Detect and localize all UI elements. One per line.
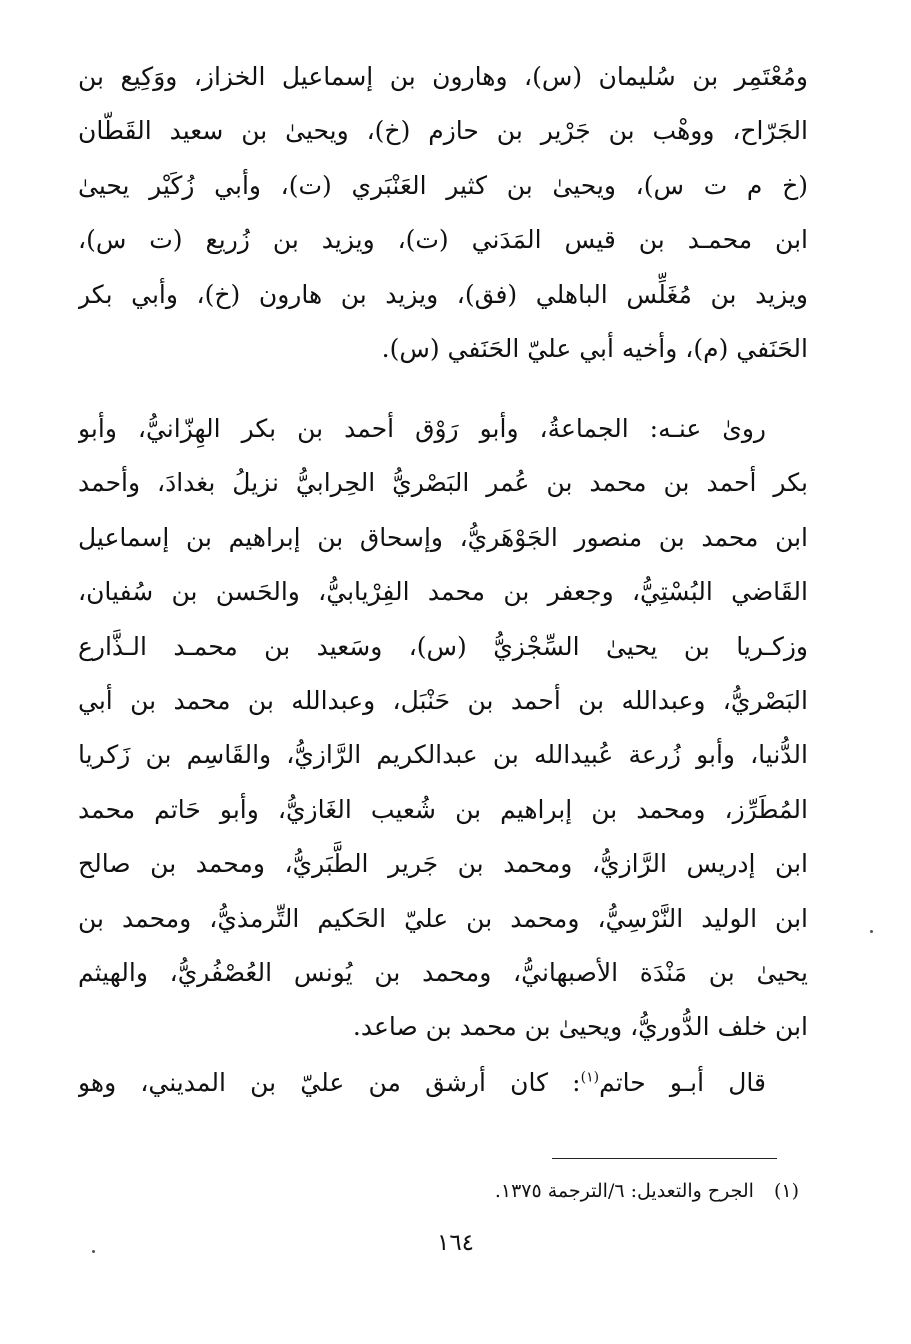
- text-line: بكر أحمد بن محمد بن عُمر البَصْريُّ الحِرابيُّ نزيلُ بغدادَ، وأحمد: [78, 468, 808, 498]
- text-line: (خ م ت س)، ويحيىٰ بن كثير العَنْبَري (ت)، وأبي زُكَيْر يحيىٰ: [78, 170, 808, 200]
- footnote-marker[interactable]: (١): [580, 1069, 600, 1086]
- paragraph-teachers-list: [78, 50, 808, 376]
- scan-speck: [92, 1250, 95, 1253]
- footnote-number: (١): [773, 1180, 799, 1202]
- text-line: وزكـريا بن يحيىٰ السِّجْزيُّ (س)، وسَعيد بن محمـد الـذَّارع: [78, 631, 808, 661]
- quote-text: : كان أرشق من عليّ بن المديني، وهو: [78, 1068, 581, 1097]
- text-line: القَاضي البُسْتِيُّ، وجعفر بن محمد الفِرْيابيُّ، والحَسن بن سُفيان،: [78, 577, 808, 607]
- text-line: [78, 1056, 808, 1110]
- paragraph-students-list: [78, 402, 808, 1055]
- text-line: المُطَرِّز، ومحمد بن إبراهيم بن شُعيب الغَازيُّ، وأبو حَاتم محمد: [78, 794, 808, 824]
- text-line: رویٰ عنـه: الجماعةُ، وأبو رَوْق أحمد بن بكر الهِزّانيُّ، وأبو: [78, 414, 766, 443]
- scan-speck: [870, 930, 873, 933]
- footnote-separator: [552, 1158, 777, 1159]
- text-line: ابن خلف الدُّوريُّ، ويحيىٰ بن محمد بن صاعد.: [352, 1012, 808, 1042]
- text-line: الحَنَفي (م)، وأخيه أبي عليّ الحَنَفي (س).: [381, 333, 808, 363]
- text-line: ويزيد بن مُغَلِّس الباهلي (فق)، ويزيد بن هارون (خ)، وأبي بكر: [78, 279, 808, 309]
- text-line: يحيىٰ بن مَنْدَة الأصبهانيُّ، ومحمد بن يُونس العُصْفُريُّ، والهيثم: [78, 957, 808, 987]
- text-line: ابن الوليد النَّرْسِيُّ، ومحمد بن عليّ الحَكيم التِّرمذيُّ، ومحمد بن: [78, 903, 808, 933]
- text-line: ابن إدريس الرَّازيُّ، ومحمد بن جَرير الطَّبَريُّ، ومحمد بن صالح: [78, 849, 808, 879]
- text-line: ومُعْتَمِر بن سُليمان (س)، وهارون بن إسماعيل الخزاز، ووَكِيع بن: [78, 62, 808, 91]
- paragraph-abu-hatim-quote: [78, 1056, 808, 1110]
- footnote: [495, 1180, 799, 1202]
- text-line: الدُّنيا، وأبو زُرعة عُبيدالله بن عبدالكريم الرَّازيُّ، والقَاسِم بن زَكريا: [78, 740, 808, 770]
- text-line: البَصْريُّ، وعبدالله بن أحمد بن حَنْبَل، وعبدالله بن محمد بن أبي: [78, 685, 808, 715]
- text-line: ابن محمـد بن قيس المَدَني (ت)، ويزيد بن زُريع (ت س)،: [78, 225, 808, 255]
- text-line: ابن محمد بن منصور الجَوْهَريُّ، وإسحاق بن إبراهيم بن إسماعيل: [78, 522, 808, 552]
- footnote-text: الجرح والتعديل: ٦/الترجمة ١٣٧٥.: [494, 1180, 754, 1202]
- page-number: ١٦٤: [436, 1230, 475, 1256]
- text-line: الجَرّاح، ووهْب بن جَرْير بن حازم (خ)، ويحيىٰ بن سعيد القَطّان: [78, 116, 808, 146]
- quote-speaker: قال أبـو حاتم: [599, 1068, 767, 1097]
